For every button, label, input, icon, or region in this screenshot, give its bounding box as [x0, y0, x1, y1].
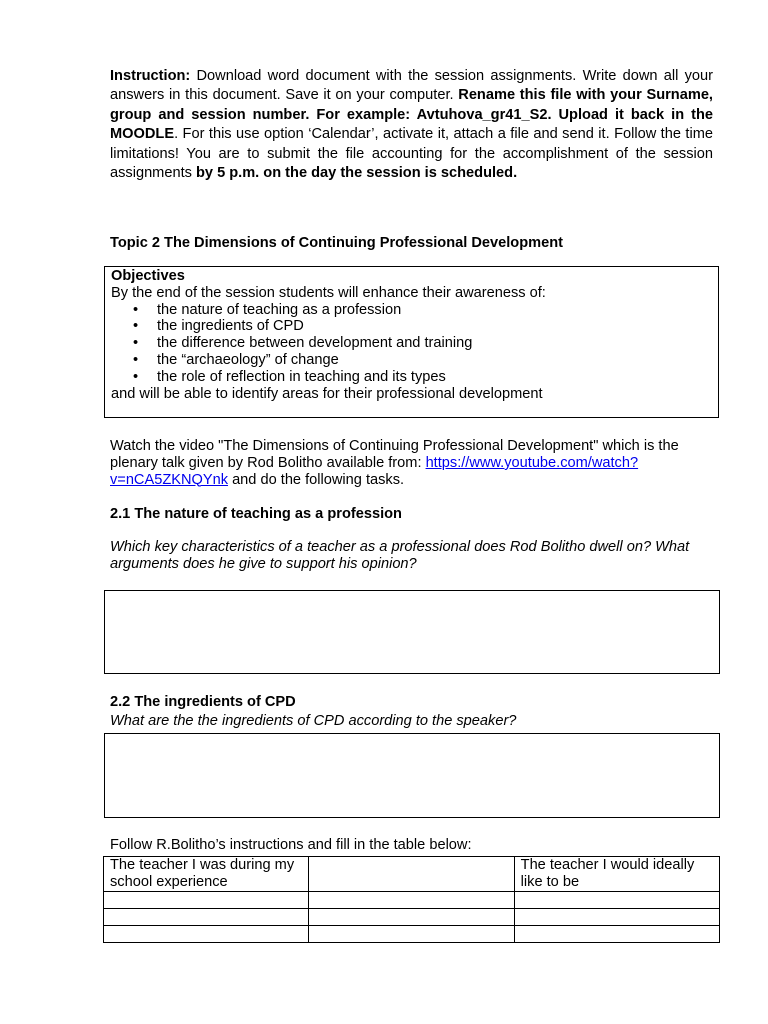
table-row — [104, 926, 720, 943]
objectives-list — [111, 302, 718, 386]
table-cell[interactable] — [104, 926, 309, 943]
instruction-bold-2: by 5 p.m. on the day the session is scheduled. — [195, 165, 518, 182]
table-cell[interactable] — [514, 909, 719, 926]
teacher-comparison-table — [103, 856, 720, 943]
watch-video-paragraph — [110, 438, 710, 488]
youtube-link[interactable]: https://www.youtube.com/watch?v=nCA5ZKNQYnk — [110, 454, 639, 488]
objective-item: • the “archaeology” of change — [111, 352, 718, 369]
section-2-1-question: Which key characteristics of a teacher as a professional does Rod Bolitho dwell on? What arguments does he give to support his opinion? — [110, 539, 690, 572]
watch-text-2: and do the following tasks. — [228, 471, 405, 488]
answer-box-2-1[interactable] — [104, 590, 720, 674]
answer-box-2-2[interactable] — [104, 733, 720, 818]
objectives-intro: By the end of the session students will enhance their awareness of: — [111, 284, 546, 301]
objectives-box — [104, 266, 719, 418]
table-cell[interactable] — [309, 926, 514, 943]
objective-item: • the ingredients of CPD — [111, 318, 718, 335]
table-cell[interactable] — [104, 892, 309, 909]
table-header-cell: The teacher I would ideally like to be — [514, 857, 719, 892]
table-row — [104, 892, 720, 909]
section-2-1-heading: 2.1 The nature of teaching as a profession — [110, 506, 402, 522]
table-instruction: Follow R.Bolitho’s instructions and fill in the table below: — [110, 837, 472, 853]
objective-item: • the difference between development and training — [111, 335, 718, 352]
instruction-text-1: Download word document with the session assignments. Write down all your answers in this document. Save it on your computer. — [110, 68, 713, 104]
objectives-heading: Objectives — [111, 268, 185, 284]
table-cell[interactable] — [104, 909, 309, 926]
objectives-outro: and will be able to identify areas for their professional development — [111, 385, 543, 402]
instruction-label: Instruction: — [110, 68, 191, 84]
section-2-2-question: What are the the ingredients of CPD according to the speaker? — [110, 713, 517, 729]
objective-item: • the role of reflection in teaching and its types — [111, 369, 718, 386]
table-header-cell: The teacher I was during my school experience — [104, 857, 309, 892]
watch-text-1: Watch the video "The Dimensions of Continuing Professional Development" which is the plenary talk given by Rod Bolitho available from: — [110, 438, 679, 471]
table-cell[interactable] — [514, 926, 719, 943]
table-cell[interactable] — [309, 909, 514, 926]
topic-title: Topic 2 The Dimensions of Continuing Professional Development — [110, 235, 563, 251]
table-header-row — [104, 857, 720, 892]
instruction-bold-1: Rename this file with your Surname, group and session number. For example: Avtuhova_gr41_S2. Upload it back in the MOODLE — [110, 87, 713, 143]
table-row — [104, 909, 720, 926]
instruction-paragraph — [110, 67, 713, 183]
section-2-2-heading: 2.2 The ingredients of CPD — [110, 694, 296, 710]
table-cell[interactable] — [514, 892, 719, 909]
instruction-text-2: . For this use option ‘Calendar’, activate it, attach a file and send it. Follow the time limitations! You are to submit the file accounting for the accomplishment of the session assignments — [110, 126, 713, 182]
table-cell[interactable] — [309, 892, 514, 909]
objective-item: • the nature of teaching as a profession — [111, 302, 718, 319]
table-header-cell — [309, 857, 514, 892]
